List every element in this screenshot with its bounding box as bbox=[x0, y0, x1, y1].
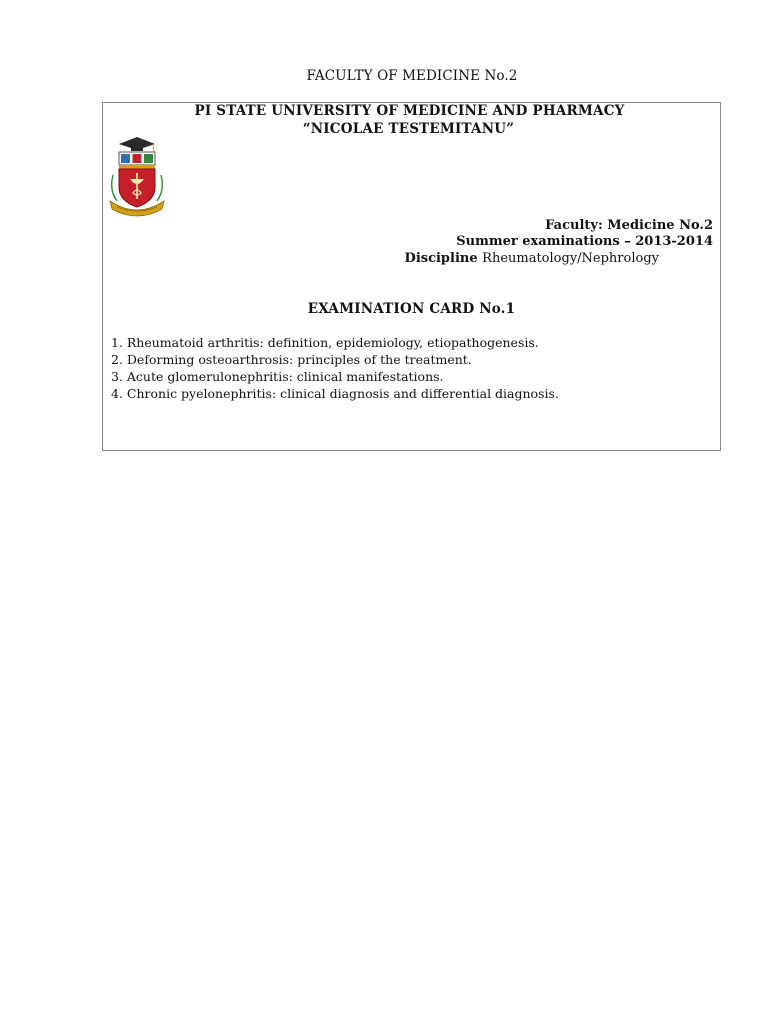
meta-discipline-label: Discipline bbox=[404, 251, 478, 266]
question-item: 4. Chronic pyelonephritis: clinical diagnosis and differential diagnosis. bbox=[111, 386, 559, 401]
university-named-after: “NICOLAE TESTEMITANU” bbox=[302, 121, 515, 137]
meta-exams: Summer examinations – 2013-2014 bbox=[456, 234, 713, 249]
faculty-heading: FACULTY OF MEDICINE No.2 bbox=[306, 68, 518, 84]
examination-card bbox=[102, 102, 721, 451]
meta-faculty-label: Faculty: bbox=[545, 218, 603, 233]
question-list bbox=[111, 334, 559, 402]
meta-discipline bbox=[405, 251, 659, 266]
question-item: 2. Deforming osteoarthrosis: principles of the treatment. bbox=[111, 352, 472, 367]
meta-faculty bbox=[545, 218, 713, 233]
university-crest-icon bbox=[109, 135, 165, 217]
exam-card-title: EXAMINATION CARD No.1 bbox=[307, 301, 516, 317]
university-name: PI STATE UNIVERSITY OF MEDICINE AND PHARMACY bbox=[194, 103, 625, 119]
question-item: 3. Acute glomerulonephritis: clinical manifestations. bbox=[111, 369, 444, 384]
meta-faculty-value: Medicine No.2 bbox=[607, 218, 713, 233]
meta-discipline-value: Rheumatology/Nephrology bbox=[482, 251, 659, 266]
question-item: 1. Rheumatoid arthritis: definition, epidemiology, etiopathogenesis. bbox=[111, 335, 539, 350]
